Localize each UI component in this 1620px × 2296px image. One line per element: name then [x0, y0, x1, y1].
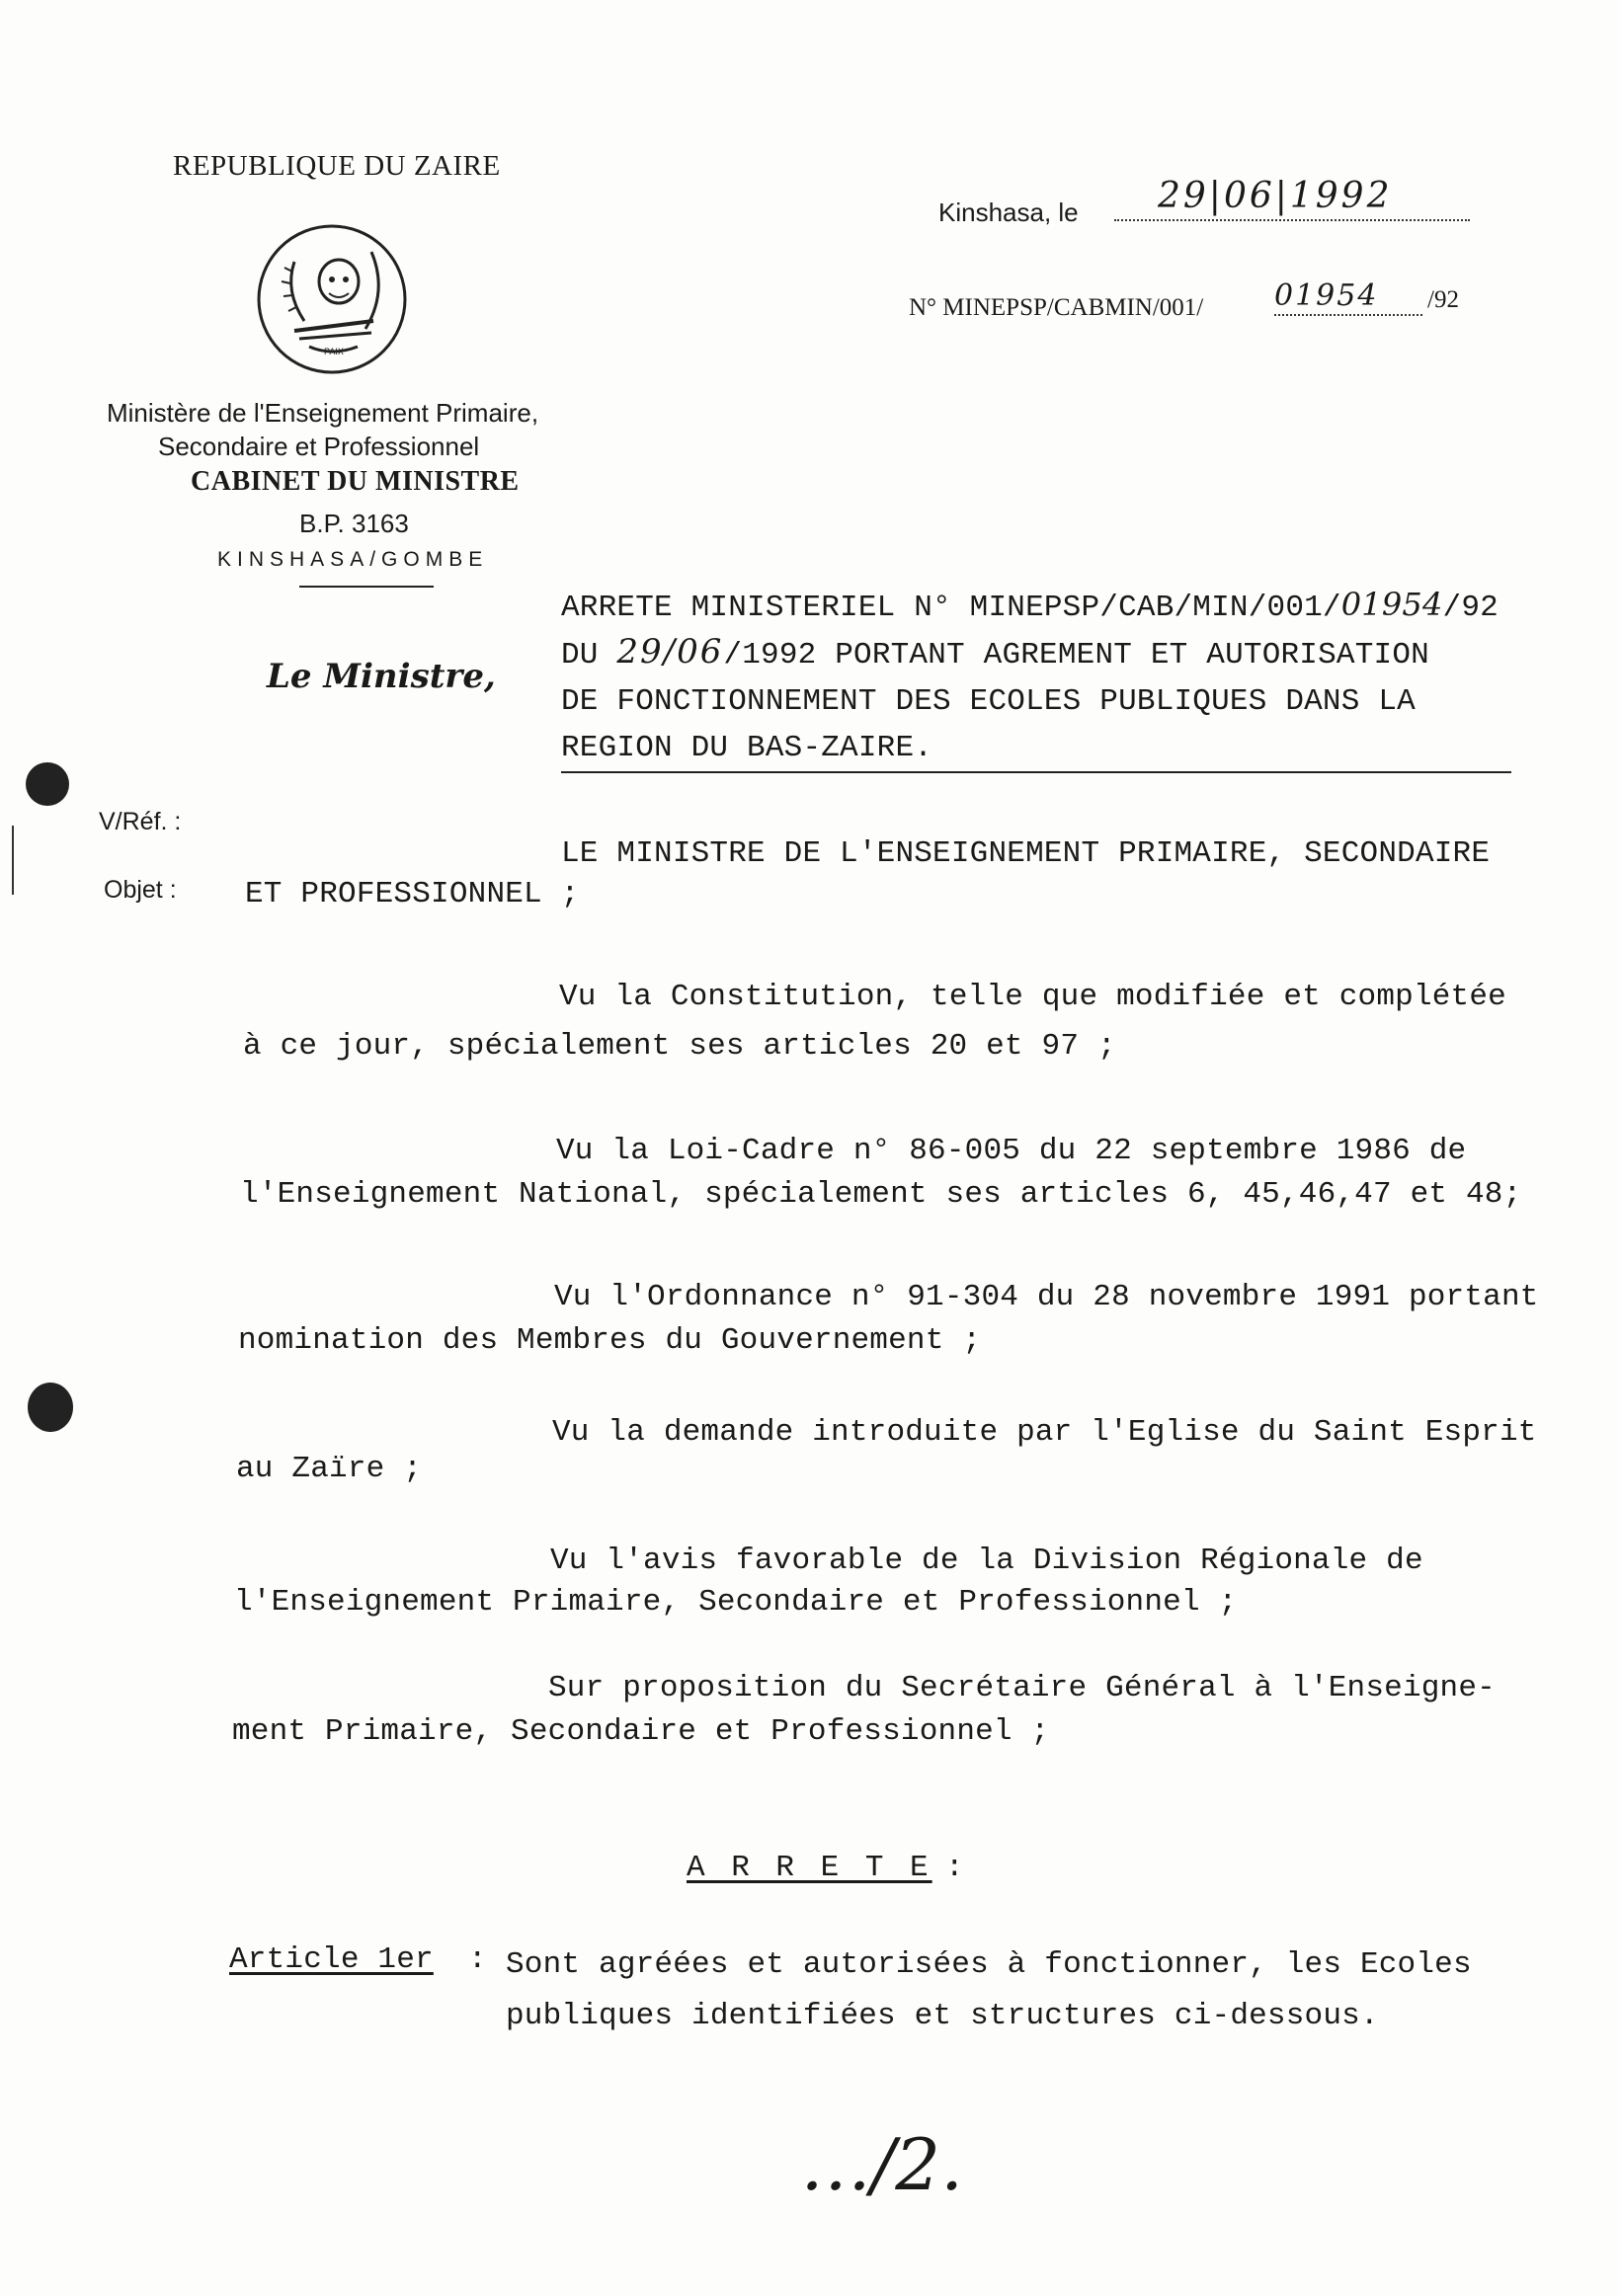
punch-hole-bottom [28, 1383, 73, 1432]
vu5-line1: Vu l'avis favorable de la Division Régionale de [550, 1544, 1423, 1578]
arrete-heading: A R R E T E [687, 1851, 932, 1885]
title-line1-suffix: /92 [1442, 591, 1498, 625]
title-line2-rest: /1992 PORTANT AGREMENT ET AUTORISATION [723, 638, 1429, 673]
article-line1: Sont agréées et autorisées à fonctionner, les Ecoles [506, 1947, 1472, 1982]
ref-dotted-line [1274, 314, 1422, 316]
proposition-line2: ment Primaire, Secondaire et Professionnel ; [232, 1714, 1050, 1749]
title-line1-prefix: ARRETE MINISTERIEL N° MINEPSP/CAB/MIN/001/ [561, 591, 1341, 625]
date-handwritten: 29|06|1992 [1158, 176, 1393, 216]
arrete-colon: : [945, 1851, 964, 1885]
vu1-line1: Vu la Constitution, telle que modifiée et complétée [559, 980, 1506, 1014]
article-label: Article 1er [229, 1942, 434, 1977]
vref-label: V/Réf. : [99, 808, 182, 835]
ref-number-handwritten: 01954 [1274, 278, 1379, 313]
vu4-line1: Vu la demande introduite par l'Eglise du Saint Esprit [552, 1415, 1537, 1450]
minister-line1: LE MINISTRE DE L'ENSEIGNEMENT PRIMAIRE, SECONDAIRE [561, 836, 1491, 871]
vu2-line2: l'Enseignement National, spécialement ses articles 6, 45,46,47 et 48; [240, 1177, 1522, 1212]
ministry-name-line2: Secondaire et Professionnel [158, 432, 480, 461]
scan-mark [12, 826, 14, 895]
seal-motto: PAIX [324, 347, 344, 356]
punch-hole-top [26, 762, 69, 806]
vu5-line2: l'Enseignement Primaire, Secondaire et Professionnel ; [234, 1585, 1238, 1620]
cabinet-heading: CABINET DU MINISTRE [191, 466, 520, 497]
ref-number-prefix: N° MINEPSP/CABMIN/001/ [909, 294, 1204, 321]
vu3-line1: Vu l'Ordonnance n° 91-304 du 28 novembre 1991 portant [554, 1280, 1539, 1314]
date-dotted-line [1114, 219, 1470, 221]
page-continuation-mark: …/2. [800, 2123, 963, 2206]
objet-label: Objet : [104, 876, 177, 904]
city-underline [299, 586, 434, 588]
republic-heading: REPUBLIQUE DU ZAIRE [173, 150, 501, 182]
article-line2: publiques identifiées et structures ci-dessous. [506, 1999, 1379, 2033]
vu3-line2: nomination des Membres du Gouvernement ; [238, 1323, 982, 1358]
title-line1 [561, 586, 1498, 625]
vu4-line2: au Zaïre ; [236, 1452, 423, 1486]
minister-line2: ET PROFESSIONNEL ; [245, 877, 580, 911]
article-colon: : [468, 1942, 487, 1977]
ref-number-suffix: /92 [1427, 286, 1459, 313]
title-date-handwritten: 29/06 [616, 632, 724, 672]
vu2-line1: Vu la Loi-Cadre n° 86-005 du 22 septembre 1986 de [556, 1134, 1467, 1168]
title-line4: REGION DU BAS-ZAIRE. [561, 731, 933, 765]
postal-box: B.P. 3163 [299, 509, 409, 538]
coat-of-arms-seal [255, 222, 409, 376]
title-line2 [561, 632, 1429, 673]
le-ministre-signature-label: Le Ministre, [267, 657, 496, 696]
ministry-name-line1: Ministère de l'Enseignement Primaire, [107, 398, 539, 428]
title-du: DU [561, 638, 599, 673]
title-line3: DE FONCTIONNEMENT DES ECOLES PUBLIQUES DANS LA [561, 684, 1416, 719]
city-gombe: KINSHASA/GOMBE [217, 548, 489, 571]
title-rule [561, 771, 1511, 773]
place-date-label: Kinshasa, le [938, 198, 1079, 227]
proposition-line1: Sur proposition du Secrétaire Général à l'Enseigne- [548, 1671, 1496, 1705]
title-number-handwritten: 01954 [1340, 586, 1443, 623]
vu1-line2: à ce jour, spécialement ses articles 20 et 97 ; [243, 1029, 1116, 1064]
